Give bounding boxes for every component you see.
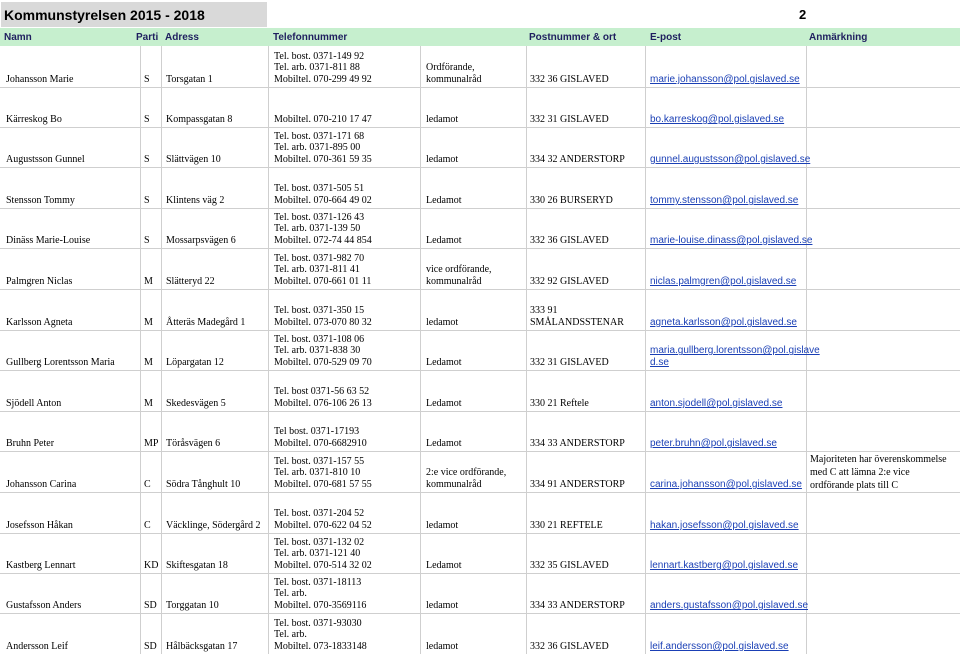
member-party: S — [144, 195, 150, 206]
member-phone: Tel. arb. 0371-838 30 — [274, 345, 361, 357]
row-divider — [0, 208, 960, 209]
member-role: Ordförande, — [426, 62, 475, 74]
member-address: Torggatan 10 — [166, 600, 219, 611]
member-email: marie-louise.dinass@pol.gislaved.se — [650, 235, 813, 246]
member-party: M — [144, 398, 153, 409]
header-epost: E-post — [650, 32, 682, 43]
member-name: Augustsson Gunnel — [6, 154, 85, 165]
member-address: Slättvägen 10 — [166, 154, 221, 165]
member-role: Ledamot — [426, 560, 462, 571]
header-telefonnummer: Telefonnummer — [273, 32, 348, 43]
member-postal: 330 21 Reftele — [530, 398, 589, 409]
member-role: ledamot — [426, 600, 459, 611]
member-phone: Tel. bost. 0371-505 51 — [274, 183, 365, 195]
member-phone: Tel. bost. 0371-157 55 — [274, 455, 365, 467]
member-role: kommunalråd — [426, 479, 482, 490]
member-phone: Tel. arb. — [274, 588, 307, 600]
member-email: d.se — [650, 357, 669, 368]
member-email: anton.sjodell@pol.gislaved.se — [650, 398, 783, 409]
member-role: ledamot — [426, 114, 459, 125]
member-role: ledamot — [426, 154, 459, 165]
member-party: MP — [144, 438, 159, 449]
member-party: M — [144, 276, 153, 287]
member-email: carina.johansson@pol.gislaved.se — [650, 479, 802, 490]
member-address: Klintens väg 2 — [166, 195, 225, 206]
member-email: peter.bruhn@pol.gislaved.se — [650, 438, 777, 449]
row-divider — [0, 127, 960, 128]
member-phone: Mobiltel. 070-664 49 02 — [274, 195, 372, 206]
member-phone: Mobiltel. 070-361 59 35 — [274, 154, 372, 165]
member-postal: 333 91 — [530, 305, 558, 317]
row-divider — [0, 411, 960, 412]
header-postnummer: Postnummer & ort — [529, 32, 617, 43]
member-phone: Mobiltel. 073-070 80 32 — [274, 317, 372, 328]
member-address: Väcklinge, Södergård 2 — [166, 520, 261, 531]
member-role: kommunalråd — [426, 276, 482, 287]
page-number: 2 — [799, 7, 807, 22]
member-email: hakan.josefsson@pol.gislaved.se — [650, 520, 799, 531]
member-name: Johansson Marie — [6, 74, 74, 85]
member-email: lennart.kastberg@pol.gislaved.se — [650, 560, 799, 571]
member-party: C — [144, 520, 151, 531]
member-name: Dinäss Marie-Louise — [6, 235, 91, 246]
member-phone: Mobiltel. 070-529 09 70 — [274, 357, 372, 368]
member-role: Ledamot — [426, 357, 462, 368]
member-phone: Mobiltel. 076-106 26 13 — [274, 398, 372, 409]
member-name: Sjödell Anton — [6, 398, 62, 409]
member-name: Karlsson Agneta — [6, 317, 73, 328]
column-divider — [645, 46, 646, 654]
member-role: ledamot — [426, 641, 459, 652]
member-party: SD — [144, 641, 157, 652]
member-email: anders.gustafsson@pol.gislaved.se — [650, 600, 809, 611]
member-email: marie.johansson@pol.gislaved.se — [650, 74, 800, 85]
member-address: Kompassgatan 8 — [166, 114, 233, 125]
member-phone: Mobiltel. 070-3569116 — [274, 600, 367, 611]
remark-line: ordförande plats till C — [810, 480, 899, 491]
member-phone: Mobiltel. 070-6682910 — [274, 438, 367, 449]
member-phone: Mobiltel. 070-661 01 11 — [274, 276, 372, 287]
member-address: Åtteräs Madegård 1 — [166, 317, 246, 328]
remark-text — [810, 453, 947, 492]
member-name: Palmgren Niclas — [6, 276, 73, 287]
row-divider — [0, 573, 960, 574]
header-anmarkning: Anmärkning — [809, 32, 868, 43]
member-email: maria.gullberg.lorentsson@pol.gislave — [650, 345, 820, 357]
member-address: Löpargatan 12 — [166, 357, 224, 368]
member-phone: Tel. bost 0371-56 63 52 — [274, 386, 370, 398]
member-postal: 332 36 GISLAVED — [530, 74, 609, 85]
header-parti: Parti — [136, 32, 159, 43]
member-address: Skedesvägen 5 — [166, 398, 226, 409]
member-party: C — [144, 479, 151, 490]
member-postal: 332 31 GISLAVED — [530, 114, 609, 125]
member-phone: Mobiltel. 070-681 57 55 — [274, 479, 372, 490]
member-phone: Tel. bost. 0371-204 52 — [274, 508, 365, 520]
header-adress: Adress — [165, 32, 199, 43]
member-postal: 330 21 REFTELE — [530, 520, 603, 531]
member-address: Slätteryd 22 — [166, 276, 215, 287]
member-postal: SMÅLANDSSTENAR — [530, 317, 624, 328]
member-address: Torsgatan 1 — [166, 74, 213, 85]
member-phone: Tel. bost. 0371-108 06 — [274, 333, 365, 345]
member-phone: Mobiltel. 070-210 17 47 — [274, 114, 372, 125]
member-phone: Tel bost. 0371-17193 — [274, 426, 360, 438]
row-divider — [0, 533, 960, 534]
member-postal: 330 26 BURSERYD — [530, 195, 613, 206]
member-email: agneta.karlsson@pol.gislaved.se — [650, 317, 797, 328]
row-divider — [0, 330, 960, 331]
member-phone: Tel. arb. 0371-811 88 — [274, 62, 360, 74]
member-address: Töråsvägen 6 — [166, 438, 221, 449]
member-postal: 332 92 GISLAVED — [530, 276, 609, 287]
member-postal: 332 31 GISLAVED — [530, 357, 609, 368]
member-email: leif.andersson@pol.gislaved.se — [650, 641, 789, 652]
member-phone: Mobiltel. 070-299 49 92 — [274, 74, 372, 85]
member-role: vice ordförande, — [426, 264, 492, 276]
member-phone: Tel. arb. 0371-810 10 — [274, 467, 361, 479]
member-party: M — [144, 357, 153, 368]
member-name: Bruhn Peter — [6, 438, 55, 449]
member-phone: Mobiltel. 070-622 04 52 — [274, 520, 372, 531]
member-phone: Tel. bost. 0371-982 70 — [274, 252, 365, 264]
member-name: Gustafsson Anders — [6, 600, 82, 611]
member-address: Södra Tånghult 10 — [166, 479, 241, 490]
member-role: Ledamot — [426, 398, 462, 409]
member-postal: 334 32 ANDERSTORP — [530, 154, 625, 165]
member-postal: 334 33 ANDERSTORP — [530, 600, 625, 611]
member-phone: Tel. bost. 0371-93030 — [274, 617, 362, 629]
member-name: Kastberg Lennart — [6, 560, 76, 571]
member-name: Stensson Tommy — [6, 195, 75, 206]
member-party: S — [144, 235, 150, 246]
member-address: Skiftesgatan 18 — [166, 560, 228, 571]
member-phone: Tel. arb. — [274, 629, 307, 641]
member-email: tommy.stensson@pol.gislaved.se — [650, 195, 799, 206]
table-header — [0, 28, 960, 46]
member-email: niclas.palmgren@pol.gislaved.se — [650, 276, 797, 287]
column-divider — [268, 46, 269, 654]
member-phone: Tel. bost. 0371-18113 — [274, 576, 362, 588]
column-divider — [526, 46, 527, 654]
member-email: bo.karreskog@pol.gislaved.se — [650, 114, 785, 125]
member-phone: Mobiltel. 072-74 44 854 — [274, 235, 372, 246]
member-postal: 334 33 ANDERSTORP — [530, 438, 625, 449]
document-title-bar — [1, 2, 267, 27]
member-name: Andersson Leif — [6, 641, 68, 652]
member-phone: Tel. arb. 0371-811 41 — [274, 264, 360, 276]
column-divider — [140, 46, 141, 654]
member-role: Ledamot — [426, 235, 462, 246]
member-role: ledamot — [426, 520, 459, 531]
member-email: gunnel.augustsson@pol.gislaved.se — [650, 154, 811, 165]
row-divider — [0, 613, 960, 614]
member-phone: Tel. bost. 0371-132 02 — [274, 536, 365, 548]
row-divider — [0, 370, 960, 371]
member-name: Kärreskog Bo — [6, 114, 62, 125]
member-party: S — [144, 154, 150, 165]
member-name: Johansson Carina — [6, 479, 77, 490]
member-role: kommunalråd — [426, 74, 482, 85]
remark-line: Majoriteten har överenskommelse — [810, 454, 947, 465]
header-namn: Namn — [4, 32, 32, 43]
member-name: Gullberg Lorentsson Maria — [6, 357, 115, 368]
member-phone: Mobiltel. 073-1833148 — [274, 641, 367, 652]
member-role: 2:e vice ordförande, — [426, 467, 507, 479]
member-phone: Tel. arb. 0371-895 00 — [274, 142, 361, 154]
row-divider — [0, 492, 960, 493]
member-party: M — [144, 317, 153, 328]
member-phone: Tel. arb. 0371-121 40 — [274, 548, 361, 560]
row-divider — [0, 248, 960, 249]
member-postal: 334 91 ANDERSTORP — [530, 479, 625, 490]
member-party: SD — [144, 600, 157, 611]
row-divider — [0, 167, 960, 168]
member-phone: Tel. bost. 0371-149 92 — [274, 50, 365, 62]
member-role: ledamot — [426, 317, 459, 328]
member-party: KD — [144, 560, 159, 571]
member-postal: 332 36 GISLAVED — [530, 235, 609, 246]
member-phone: Tel. bost. 0371-171 68 — [274, 130, 365, 142]
member-party: S — [144, 114, 150, 125]
member-phone: Tel. bost. 0371-350 15 — [274, 305, 365, 317]
row-divider — [0, 451, 960, 452]
remark-line: med C att lämna 2:e vice — [810, 467, 910, 478]
row-divider — [0, 289, 960, 290]
member-postal: 332 36 GISLAVED — [530, 641, 609, 652]
member-address: Mossarpsvägen 6 — [166, 235, 236, 246]
document-title: Kommunstyrelsen 2015 - 2018 — [4, 7, 205, 23]
member-role: Ledamot — [426, 438, 462, 449]
column-divider — [420, 46, 421, 654]
member-phone: Mobiltel. 070-514 32 02 — [274, 560, 372, 571]
member-party: S — [144, 74, 150, 85]
member-name: Josefsson Håkan — [6, 520, 73, 531]
member-phone: Tel. arb. 0371-139 50 — [274, 223, 361, 235]
row-divider — [0, 87, 960, 88]
member-postal: 332 35 GISLAVED — [530, 560, 609, 571]
member-address: Hålbäcksgatan 17 — [166, 641, 238, 652]
member-role: Ledamot — [426, 195, 462, 206]
member-phone: Tel. bost. 0371-126 43 — [274, 211, 365, 223]
column-divider — [161, 46, 162, 654]
